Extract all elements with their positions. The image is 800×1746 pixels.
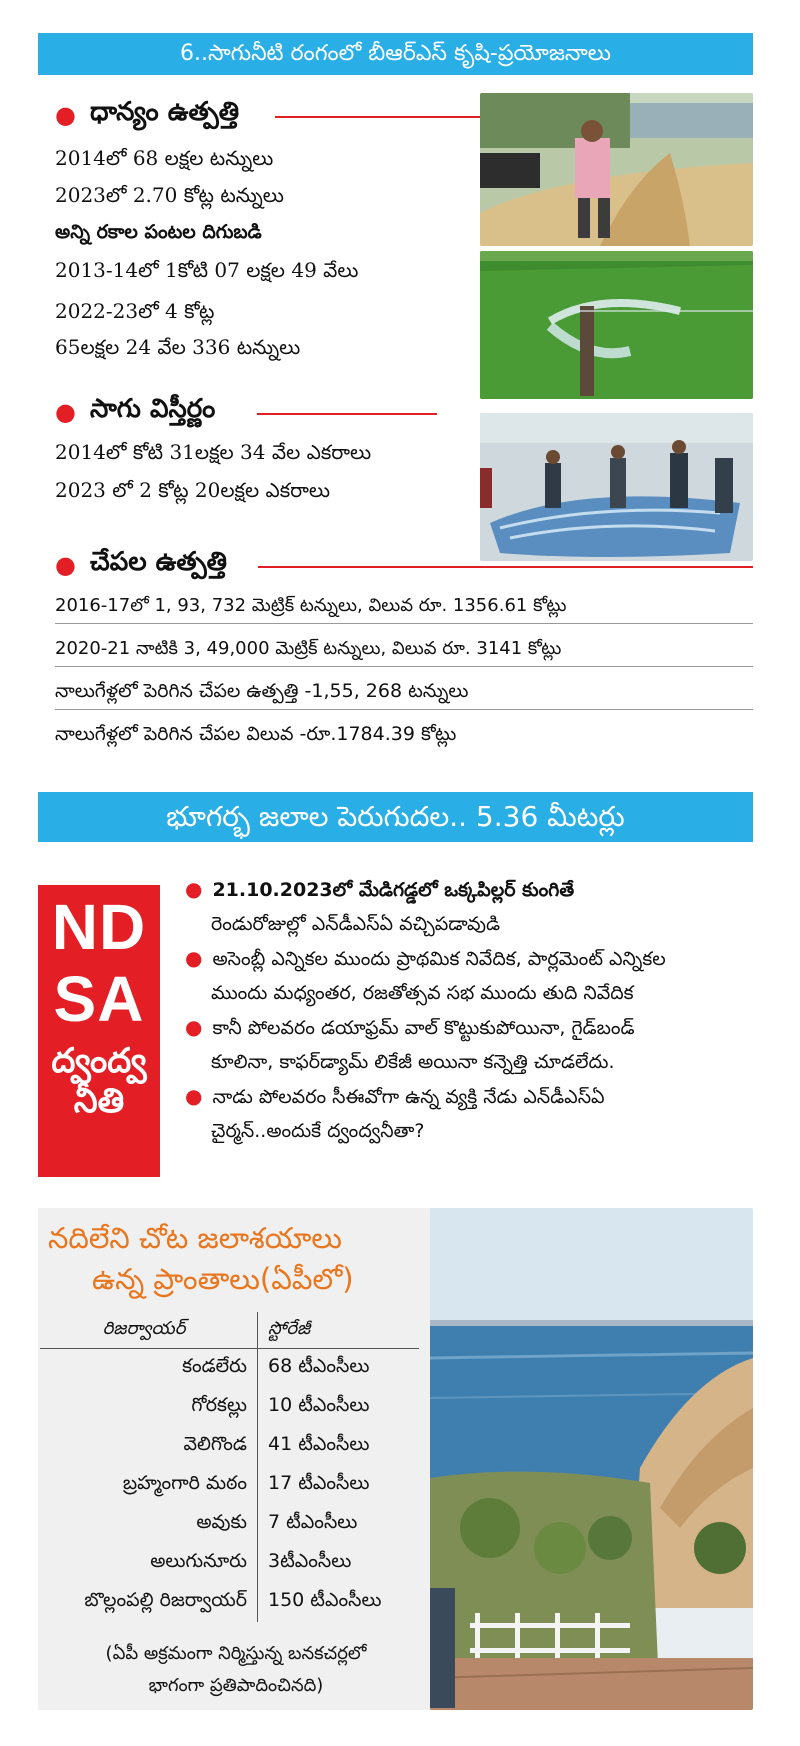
heading-underline <box>257 413 437 415</box>
ndsa-point: ● అసెంబ్లీ ఎన్నికల ముందు ప్రాథమిక నివేదిక, పార్లమెంట్ ఎన్నికల ముందు మధ్యంతర, రజతోత్సవ సభ ముందు తుది నివేదిక <box>185 946 666 1004</box>
grain-line: 2023లో 2.70 కోట్ల టన్నులు <box>55 183 284 207</box>
table-row: అలుగునూరు 3టీఎంసీలు <box>40 1544 419 1583</box>
reservoir-title-line2: ఉన్న ప్రాంతాలు(ఏపీలో) <box>92 1262 354 1296</box>
table-row: బ్రహ్మంగారి మఠం 17 టీఎంసీలు <box>40 1466 419 1505</box>
reservoir-photo <box>430 1208 753 1710</box>
col-storage-header: స్టోరేజీ <box>258 1312 420 1349</box>
col-reservoir-header: రిజర్వాయర్ <box>40 1312 258 1349</box>
ndsa-line3: ద్వంద్వ <box>51 1041 147 1081</box>
fish-line: నాలుగేళ్లలో పెరిగిన చేపల విలువ -రూ.1784.39 కోట్లు <box>55 723 457 745</box>
table-header-row <box>40 1312 419 1349</box>
reservoir-title-line1: నదిలేని చోట జలాశయాలు <box>48 1221 342 1255</box>
fishing-photo <box>480 413 753 561</box>
fish-heading-text: చేపల ఉత్పత్తి <box>89 547 228 577</box>
grain-line: 2014లో 68 లక్షల టన్నులు <box>55 146 274 170</box>
cultivation-line: 2023 లో 2 కోట్ల 20లక్షల ఎకరాలు <box>55 478 330 502</box>
reservoir-note <box>40 1638 432 1702</box>
bullet-icon: ● <box>55 551 76 579</box>
table-row: అవుకు 7 టీఎంసీలు <box>40 1505 419 1544</box>
bullet-icon: ● <box>185 946 203 970</box>
reservoir-table <box>40 1312 419 1622</box>
ndsa-badge <box>38 885 160 1177</box>
cultivation-heading <box>55 395 215 429</box>
cultivation-line: 2014లో కోటి 31లక్షల 34 వేల ఎకరాలు <box>55 440 372 464</box>
table-row: వెలిగొండ 41 టీఎంసీలు <box>40 1427 419 1466</box>
groundwater-bar: భూగర్భ జలాల పెరుగుదల.. 5.36 మీటర్లు <box>38 792 753 842</box>
table-row: బొల్లంపల్లి రిజర్వాయర్ 150 టీఎంసీలు <box>40 1583 419 1622</box>
grain-heading-text: ధాన్యం ఉత్పత్తి <box>89 97 240 127</box>
bullet-icon: ● <box>185 1084 203 1108</box>
grain-heading <box>55 98 239 132</box>
grain-subheading: అన్ని రకాల పంటల దిగుబడి <box>55 221 262 243</box>
cultivation-heading-text: సాగు విస్తీర్ణం <box>89 394 216 424</box>
ndsa-points <box>185 872 760 1148</box>
grain-line: 65లక్షల 24 వేల 336 టన్నులు <box>55 335 301 359</box>
fish-line: 2020-21 నాటికి 3, 49,000 మెట్రిక్ టన్నులు, విలువ రూ. 3141 కోట్లు <box>55 631 753 667</box>
note-line1: (ఏపీ అక్రమంగా నిర్మిస్తున్న బనకచర్లలో <box>105 1643 367 1664</box>
grain-harvest-photo <box>480 93 753 246</box>
bullet-icon: ● <box>55 398 76 426</box>
heading-underline <box>275 116 480 118</box>
ndsa-line2: SA <box>53 963 145 1035</box>
grain-line: 2022-23లో 4 కోట్ల <box>55 299 215 323</box>
ndsa-point: ● నాడు పోలవరం సీఈవోగా ఉన్న వ్యక్తి నేడు ఎన్‌డీఎస్ఏ చైర్మన్..అందుకే ద్వంద్వనీతా? <box>185 1084 605 1142</box>
fish-line: నాలుగేళ్లలో పెరిగిన చేపల ఉత్పత్తి -1,55, 268 టన్నులు <box>55 674 753 710</box>
grain-line: 2013-14లో 1కోటి 07 లక్షల 49 వేలు <box>55 258 359 282</box>
ndsa-point: ● కానీ పోలవరం డయాఫ్రమ్ వాల్ కొట్టుకుపోయినా, గైడ్‌బండ్ కూలినా, కాఫర్‌డ్యామ్ లికేజీ అయినా కన్నెత్తి చూడలేదు. <box>185 1015 635 1073</box>
section-header-bar: 6..సాగునీటి రంగంలో బీఆర్ఎస్ కృషి-ప్రయోజనాలు <box>38 33 753 75</box>
fish-heading <box>55 548 227 582</box>
note-line2: భాగంగా ప్రతిపాదించినది) <box>148 1675 324 1696</box>
bullet-icon: ● <box>185 877 203 901</box>
ndsa-point: ● 21.10.2023లో మేడిగడ్డలో ఒక్కపిల్లర్ కుంగితే రెండురోజుల్లో ఎన్‌డీఎస్ఏ వచ్చిపడావుడి <box>185 877 575 935</box>
ndsa-line4: నీతి <box>73 1081 125 1121</box>
heading-underline <box>258 566 753 568</box>
ndsa-line1: ND <box>51 891 147 963</box>
table-row: కండలేరు 68 టీఎంసీలు <box>40 1349 419 1389</box>
fish-line: 2016-17లో 1, 93, 732 మెట్రిక్ టన్నులు, విలువ రూ. 1356.61 కోట్లు <box>55 588 753 624</box>
fish-list <box>55 588 753 752</box>
bullet-icon: ● <box>55 101 76 129</box>
field-irrigation-photo <box>480 251 753 399</box>
bullet-icon: ● <box>185 1015 203 1039</box>
table-row: గోరకల్లు 10 టీఎంసీలు <box>40 1388 419 1427</box>
